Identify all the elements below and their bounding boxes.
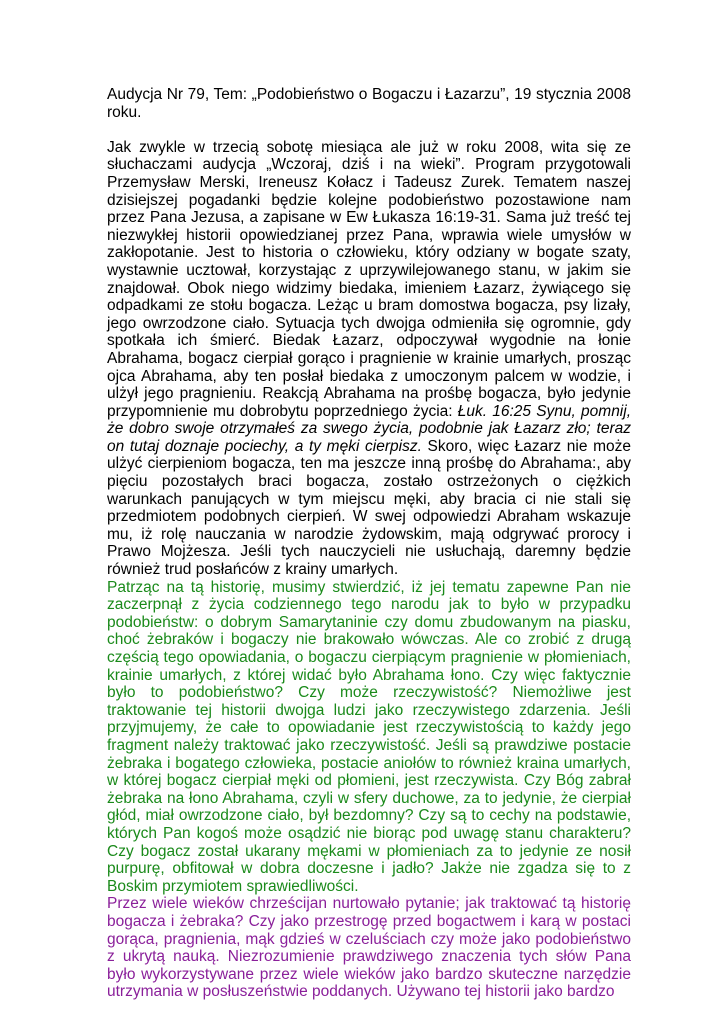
blank-line [107, 121, 631, 139]
document-page [107, 86, 631, 1001]
scripture-quote: Łuk. 16:25 Synu, pomnij, że dobro swoje otrzymałeś za swego życia, podobnie jak Łazarz zło; teraz on tutaj doznaje pociechy, a ty męki cierpisz. [107, 402, 632, 455]
document-title: Audycja Nr 79, Tem: „Podobieństwo o Bogaczu i Łazarzu”, 19 stycznia 2008 roku. [107, 86, 631, 121]
paragraph-green: Patrząc na tą historię, musimy stwierdzić, iż jej tematu zapewne Pan nie zaczerpnął z życia codziennego tego narodu jak to było w przypadku podobieństw: o dobrym Samarytaninie czy domu zbudowanym na piasku, choć żebraków i bogaczy nie brakowało wówczas. Ale co zrobić z drugą częścią tego opowiadania, o bogaczu cierpiącym pragnienie w płomieniach, krainie umarłych, z której widać było Abrahama łono. Czy więc faktycznie było to podobieństwo? Czy może rzeczywistość? Niemożliwe jest traktowanie tej historii dwojga ludzi jako rzeczywistego zdarzenia. Jeśli przyjmujemy, że całe to opowiadanie jest rzeczywistością to każdy jego fragment należy traktować jako rzeczywistość. Jeśli są prawdziwe postacie żebraka i bogatego człowieka, postacie aniołów to również kraina umarłych, w której bogacz cierpiał męki od płomieni, jest rzeczywista. Czy Bóg zabrał żebraka na łono Abrahama, czyli w sfery duchowe, za to jedynie, że cierpiał głód, miał owrzodzone ciało, był bezdomny? Czy są to cechy na podstawie, których Pan kogoś może osądzić nie biorąc pod uwagę stanu charakteru? Czy bogacz został ukarany mękami w płomieniach za to jedynie ze nosił purpurę, obfitował w dobra doczesne i jadło? Jakże nie zgadza się to z Boskim przymiotem sprawiedliwości. [107, 578, 631, 895]
paragraph-intro-text: Jak zwykle w trzecią sobotę miesiąca ale już w roku 2008, wita się ze słuchaczami audycja „Wczoraj, dziś i na wieki”. Program przygotowali Przemysław Merski, Ireneusz Kołacz i Tadeusz Zurek. Tematem naszej dzisiejszej pogadanki będzie kolejne podobieństwo pozostawione nam przez Pana Jezusa, a zapisane w Ew Łukasza 16:19-31. Sama już treść tej niezwykłej historii opowiedzianej przez Pana, wprawia wiele umysłów w zakłopotanie. Jest to historia o człowieku, który odziany w bogate szaty, wystawnie ucztował, korzystając z uprzywilejowanego stanu, w jakim sie znajdował. Obok niego widzimy biedaka, imieniem Łazarz, żywiącego się odpadkami ze stołu bogacza. Leżąc u bram domostwa bogacza, psy lizały, jego owrzodzone ciało. Sytuacja tych dwojga odmieniła się ogromnie, gdy spotkała ich śmierć. Biedak Łazarz, odpoczywał wygodnie na łonie Abrahama, bogacz cierpiał gorąco i pragnienie w krainie umarłych, prosząc ojca Abrahama, aby ten posłał biedaka z umoczonym palcem w wodzie, i ulżył jego pragnieniu. Reakcją Abrahama na prośbę bogacza, było jedynie przypomnienie mu dobrobytu poprzedniego życia: [107, 138, 631, 420]
paragraph-intro [107, 139, 631, 579]
paragraph-intro-continuation: Skoro, więc Łazarz nie może ulżyć cierpieniom bogacza, ten ma jeszcze inną prośbę do Abrahama:, aby pięciu pozostałych braci bogacza, zostało ostrzeżonych o ciężkich warunkach panujących w tym miejscu męki, aby bracia ci nie stali się przedmiotem podobnych cierpień. W swej odpowiedzi Abraham wskazuje mu, iż rolę nauczania w narodzie żydowskim, mają odgrywać prorocy i Prawo Mojżesza. Jeśli tych nauczycieli nie usłuchają, daremny będzie również trud posłańców z krainy umarłych. [107, 437, 631, 579]
paragraph-purple: Przez wiele wieków chrześcijan nurtowało pytanie; jak traktować tą historię bogacza i żebraka? Czy jako przestrogę przed bogactwem i karą w postaci gorąca, pragnienia, mąk gdzieś w czeluściach czy może jako podobieństwo z ukrytą nauką. Niezrozumienie prawdziwego znaczenia tych słów Pana było wykorzystywane przez wiele wieków jako bardzo skuteczne narzędzie utrzymania w posłuszeństwie poddanych. Używano tej historii jako bardzo [107, 895, 631, 1001]
